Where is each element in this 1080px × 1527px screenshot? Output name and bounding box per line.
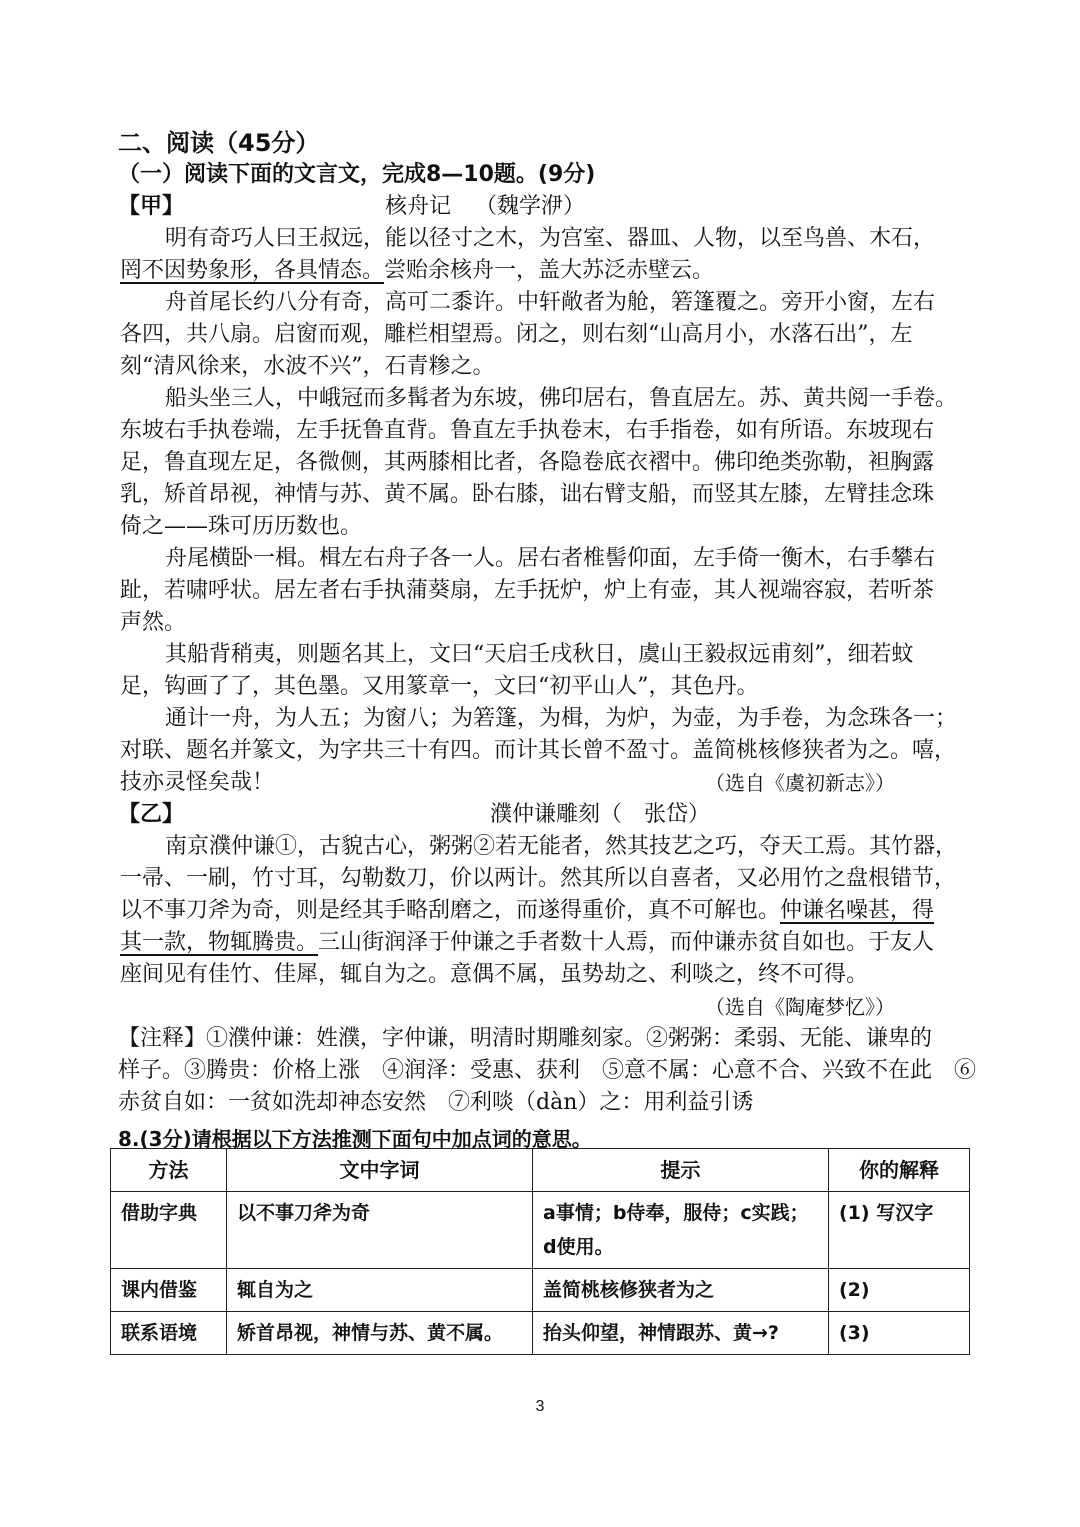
method-cell: 联系语境 bbox=[111, 1312, 227, 1355]
yi-line: 一帚、一刷，竹寸耳，勾勒数刀，价以两计。然其所以自喜者，又必用竹之盘根错节， bbox=[120, 866, 957, 891]
hint-cell: a事情；b侍奉，服侍；c实践；d使用。 bbox=[533, 1192, 829, 1269]
passage-jia-author: （魏学洢） bbox=[475, 194, 586, 219]
underlined-sentence: 其一款，物辄腾贵。 bbox=[120, 930, 319, 955]
column-header: 文中字词 bbox=[227, 1149, 533, 1192]
yi-line: 南京濮仲谦①，古貌古心，粥粥②若无能者，然其技艺之巧，夺天工焉。其竹器， bbox=[165, 834, 958, 859]
jia-line: 船头坐三人，中峨冠而多髯者为东坡，佛印居右，鲁直居左。苏、黄共阅一手卷。 bbox=[165, 386, 958, 411]
question-8-prompt: 8.(3分)请根据以下方法推测下面句中加点词的意思。 bbox=[118, 1127, 592, 1151]
jia-line: 罔不因势象形，各具情态。尝贻余核舟一，盖大苏泛赤壁云。 bbox=[120, 258, 715, 283]
jia-line: 声然。 bbox=[120, 610, 187, 635]
notes-line: 赤贫自如：一贫如洗却神态安然 ⑦利啖（dàn）之：用利益引诱 bbox=[118, 1090, 754, 1115]
column-header: 提示 bbox=[533, 1149, 829, 1192]
jia-line: 明有奇巧人曰王叔远，能以径寸之木，为宫室、器皿、人物，以至鸟兽、木石， bbox=[165, 226, 936, 251]
passage-yi-tag: 【乙】 bbox=[118, 802, 185, 827]
underlined-sentence: 仲谦名噪甚，得 bbox=[780, 898, 935, 923]
passage-yi-title: 濮仲谦雕刻（ 张岱） bbox=[490, 802, 711, 827]
phrase-cell: 以不事刀斧为奇 bbox=[227, 1192, 533, 1269]
jia-line: 通计一舟，为人五；为窗八；为箬篷，为楫，为炉，为壶，为手卷，为念珠各一； bbox=[165, 706, 958, 731]
jia-line: 对联、题名并篆文，为字共三十有四。而计其长曾不盈寸。盖简桃核修狭者为之。嘻， bbox=[120, 738, 957, 763]
jia-line: 舟首尾长约八分有奇，高可二黍许。中轩敞者为舱，箬篷覆之。旁开小窗，左右 bbox=[165, 290, 936, 315]
answer-cell[interactable]: (2) bbox=[829, 1269, 970, 1312]
jia-line: 倚之——珠可历历数也。 bbox=[120, 514, 363, 539]
section-title: 二、阅读（45分） bbox=[118, 129, 320, 157]
column-header: 方法 bbox=[111, 1149, 227, 1192]
table-row bbox=[111, 1192, 970, 1269]
passage-jia-tag: 【甲】 bbox=[118, 194, 185, 219]
jia-source: （选自《虞初新志》） bbox=[705, 771, 895, 795]
table-row bbox=[111, 1269, 970, 1312]
question-8-table bbox=[110, 1148, 970, 1355]
notes-line: 【注释】①濮仲谦：姓濮，字仲谦，明清时期雕刻家。②粥粥：柔弱、无能、谦卑的 bbox=[118, 1026, 933, 1051]
table-header-row bbox=[111, 1149, 970, 1192]
phrase-cell: 矫首昂视，神情与苏、黄不属。 bbox=[227, 1312, 533, 1355]
passage-jia-title: 核舟记 bbox=[385, 194, 452, 219]
yi-line: 以不事刀斧为奇，则是经其手略刮磨之，而遂得重价，真不可解也。仲谦名噪甚，得 bbox=[120, 898, 935, 923]
column-header: 你的解释 bbox=[829, 1149, 970, 1192]
answer-cell[interactable]: (1) 写汉字 bbox=[829, 1192, 970, 1269]
phrase-cell: 辄自为之 bbox=[227, 1269, 533, 1312]
yi-line: 其一款，物辄腾贵。三山街润泽于仲谦之手者数十人焉，而仲谦赤贫自如也。于友人 bbox=[120, 930, 935, 955]
jia-line: 足，鲁直现左足，各微侧，其两膝相比者，各隐卷底衣褶中。佛印绝类弥勒，袒胸露 bbox=[120, 450, 935, 475]
method-cell: 课内借鉴 bbox=[111, 1269, 227, 1312]
page-number: 3 bbox=[535, 1398, 545, 1415]
jia-line: 其船背稍夷，则题名其上，文曰“天启壬戌秋日，虞山王毅叔远甫刻”，细若蚊 bbox=[165, 642, 914, 667]
answer-cell[interactable]: (3) bbox=[829, 1312, 970, 1355]
hint-cell: 盖简桃核修狭者为之 bbox=[533, 1269, 829, 1312]
method-cell: 借助字典 bbox=[111, 1192, 227, 1269]
notes-line: 样子。③腾贵：价格上涨 ④润泽：受惠、获利 ⑤意不属：心意不合、兴致不在此 ⑥ bbox=[118, 1058, 977, 1083]
jia-line: 趾，若啸呼状。居左者右手执蒲葵扇，左手抚炉，炉上有壶，其人视端容寂，若听茶 bbox=[120, 578, 935, 603]
yi-line: 座间见有佳竹、佳犀，辄自为之。意偶不属，虽势劫之、利啖之，终不可得。 bbox=[120, 962, 869, 987]
jia-line: 刻“清风徐来，水波不兴”，石青糁之。 bbox=[120, 354, 495, 379]
yi-source: （选自《陶庵梦忆》） bbox=[705, 995, 895, 1019]
part1-title: （一）阅读下面的文言文，完成8—10题。(9分) bbox=[118, 162, 596, 187]
hint-cell: 抬头仰望，神情跟苏、黄→? bbox=[533, 1312, 829, 1355]
jia-line: 足，钩画了了，其色墨。又用篆章一，文曰“初平山人”，其色丹。 bbox=[120, 674, 759, 699]
jia-line: 各四，共八扇。启窗而观，雕栏相望焉。闭之，则右刻“山高月小，水落石出”，左 bbox=[120, 322, 913, 347]
jia-line: 技亦灵怪矣哉！ bbox=[120, 770, 275, 795]
table-row bbox=[111, 1312, 970, 1355]
jia-line: 舟尾横卧一楫。楫左右舟子各一人。居右者椎髻仰面，左手倚一衡木，右手攀右 bbox=[165, 546, 936, 571]
jia-line: 乳，矫首昂视，神情与苏、黄不属。卧右膝，诎右臂支船，而竖其左膝，左臂挂念珠 bbox=[120, 482, 935, 507]
jia-line: 东坡右手执卷端，左手抚鲁直背。鲁直左手执卷末，右手指卷，如有所语。东坡现右 bbox=[120, 418, 935, 443]
underlined-sentence: 罔不因势象形，各具情态。 bbox=[120, 258, 385, 283]
